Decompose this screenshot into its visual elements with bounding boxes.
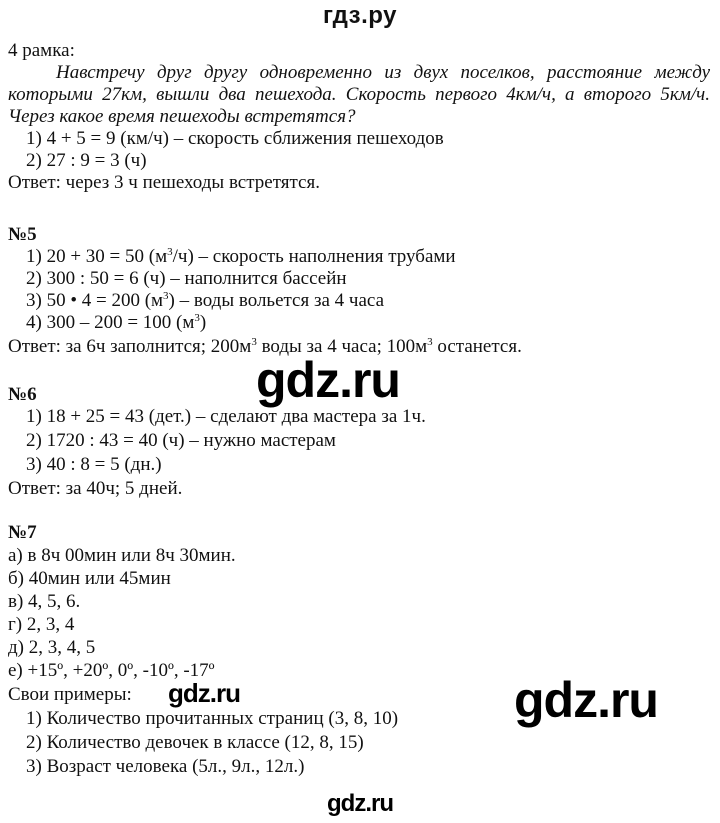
task7-example-1: 1) Количество прочитанных страниц (3, 8, 10) [26, 708, 399, 729]
task5-answer-part-c: останется. [432, 336, 522, 357]
superscript: 3 [163, 290, 169, 302]
superscript: 3 [167, 246, 173, 258]
task5-step-3 [26, 290, 384, 312]
task5-title: №5 [8, 224, 37, 245]
task7-item-d: д) 2, 3, 4, 5 [8, 637, 96, 658]
frame4-label: 4 рамка: [8, 40, 75, 61]
watermark-small-left: gdz.ru [168, 678, 240, 708]
task5-step-1-post: /ч) – скорость наполнения трубами [172, 246, 456, 267]
task5-step-4 [26, 312, 206, 334]
frame4-answer: Ответ: через 3 ч пешеходы встретятся. [8, 172, 320, 193]
task7-title: №7 [8, 522, 37, 543]
task5-step-3-post: ) – воды вольется за 4 часа [168, 290, 385, 311]
watermark-footer: gdz.ru [327, 790, 393, 817]
task7-item-e: е) +15º, +20º, 0º, -10º, -17º [8, 660, 215, 681]
page-header-title: гдз.ру [323, 2, 397, 29]
watermark-large-center: gdz.ru [256, 352, 400, 408]
superscript: 3 [427, 336, 433, 348]
task6-step-1: 1) 18 + 25 = 43 (дет.) – сделают два мастера за 1ч. [26, 406, 426, 427]
task5-step-1-pre: 1) 20 + 30 = 50 (м [26, 246, 168, 267]
task7-example-3: 3) Возраст человека (5л., 9л., 12л.) [26, 756, 305, 777]
task7-item-b: б) 40мин или 45мин [8, 568, 171, 589]
task7-example-2: 2) Количество девочек в классе (12, 8, 15) [26, 732, 364, 753]
task5-step-2-text: 2) 300 : 50 = 6 (ч) – наполнится бассейн [26, 268, 347, 289]
task5-step-2 [26, 268, 347, 290]
superscript: 3 [251, 336, 257, 348]
frame4-step-2: 2) 27 : 9 = 3 (ч) [26, 150, 147, 171]
watermark-large-right: gdz.ru [514, 672, 658, 728]
task6-step-3: 3) 40 : 8 = 5 (дн.) [26, 454, 162, 475]
frame4-step-1: 1) 4 + 5 = 9 (км/ч) – скорость сближения пешеходов [26, 128, 444, 149]
task5-answer-part-b: воды за 4 часа; 100м [256, 336, 428, 357]
task6-step-2: 2) 1720 : 43 = 40 (ч) – нужно мастерам [26, 430, 336, 451]
task7-item-g: г) 2, 3, 4 [8, 614, 75, 635]
frame4-problem: Навстречу друг другу одновременно из двух поселков, расстояние между которыми 27км, вышли два пешехода. Скорость первого 4км/ч, а второго 5км/ч. Через какое время пешеходы встретятся? [8, 62, 710, 127]
superscript: 3 [194, 312, 200, 324]
task5-answer-part-a: Ответ: за 6ч заполнится; 200м [8, 336, 252, 357]
task6-answer: Ответ: за 40ч; 5 дней. [8, 478, 183, 499]
task5-step-3-pre: 3) 50 • 4 = 200 (м [26, 290, 164, 311]
task5-step-4-post: ) [199, 312, 207, 333]
task7-item-a: а) в 8ч 00мин или 8ч 30мин. [8, 545, 236, 566]
task7-own-examples-label: Свои примеры: [8, 684, 132, 705]
task7-item-v: в) 4, 5, 6. [8, 591, 81, 612]
task6-title: №6 [8, 384, 37, 405]
task5-step-1 [26, 246, 456, 268]
task5-step-4-pre: 4) 300 – 200 = 100 (м [26, 312, 195, 333]
